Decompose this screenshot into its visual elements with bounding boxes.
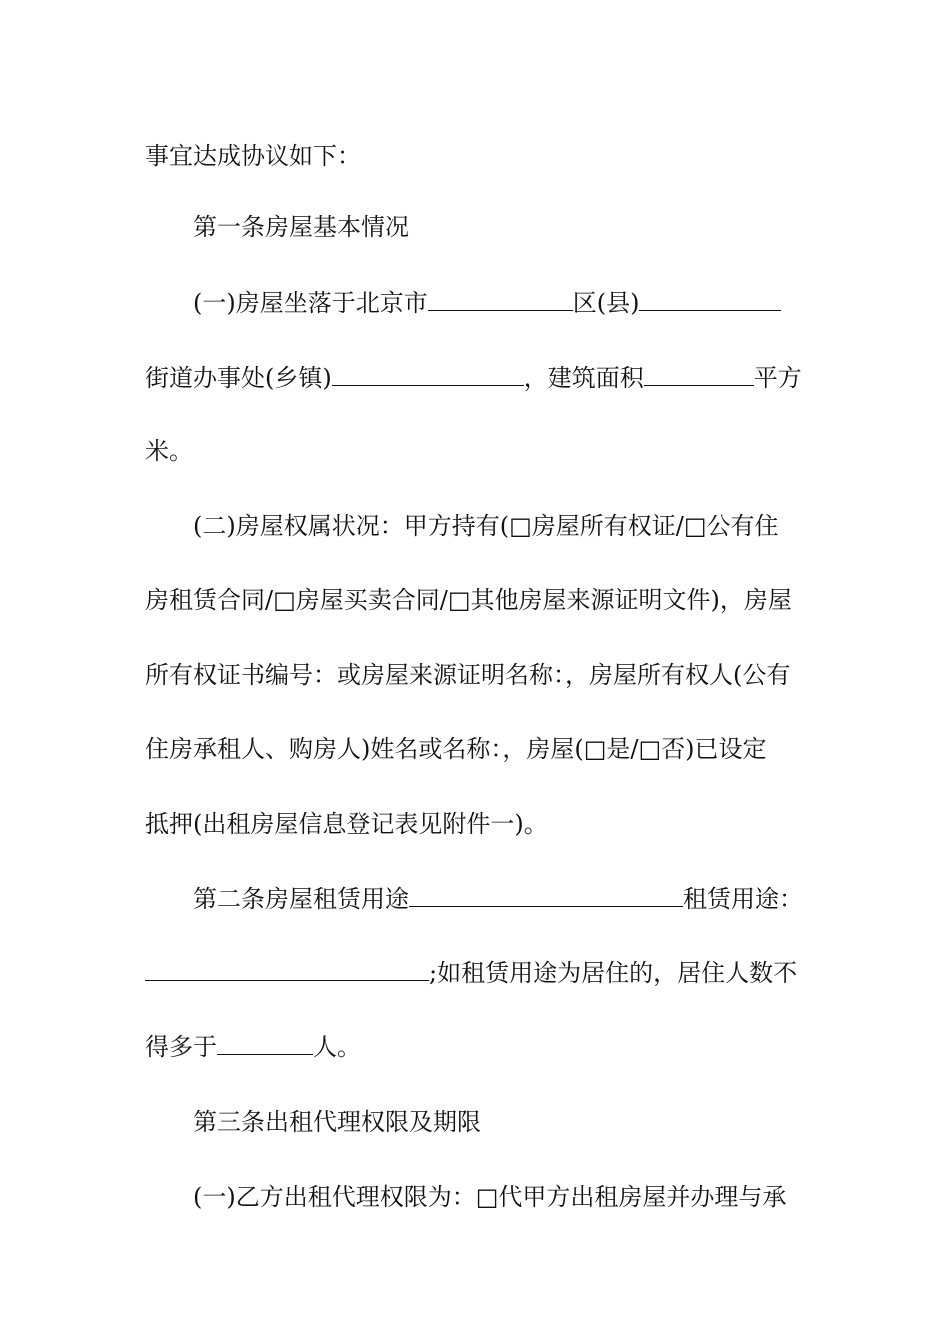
text-line: (一)乙方出租代理权限为：□代甲方出租房屋并办理与承 xyxy=(193,1183,787,1211)
fill-blank-area xyxy=(644,363,754,386)
clause-1-1-line-1 xyxy=(193,288,807,318)
text-segment: 区(县) xyxy=(572,289,640,317)
clause-1-2-line-5 xyxy=(145,809,807,839)
article-2-line-1 xyxy=(193,884,807,914)
text-line: 住房承租人、购房人)姓名或名称：，房屋(□是/□否)已设定 xyxy=(145,735,767,763)
text-line: 房租赁合同/□房屋买卖合同/□其他房屋来源证明文件)，房屋 xyxy=(145,586,792,614)
text-line: 抵押(出租房屋信息登记表见附件一)。 xyxy=(145,810,548,838)
text-segment: 人。 xyxy=(313,1033,361,1061)
clause-1-1-line-3 xyxy=(145,436,807,466)
clause-1-2-line-3 xyxy=(145,660,807,690)
text-line: 所有权证书编号：或房屋来源证明名称：，房屋所有权人(公有 xyxy=(145,661,791,689)
text-segment: 租赁用途： xyxy=(683,885,803,913)
text-segment: (一)房屋坐落于北京市 xyxy=(193,289,428,317)
article-3-heading xyxy=(193,1107,807,1137)
fill-blank-occupants xyxy=(217,1032,313,1055)
fill-blank-subdistrict xyxy=(332,363,524,386)
text-segment: 第二条房屋租赁用途 xyxy=(193,885,409,913)
text-segment: 得多于 xyxy=(145,1033,217,1061)
text-line: 第一条房屋基本情况 xyxy=(193,213,409,241)
clause-1-1-line-2 xyxy=(145,363,807,393)
text-line: 事宜达成协议如下： xyxy=(145,142,361,170)
text-segment: 街道办事处(乡镇) xyxy=(145,364,332,392)
clause-1-2-line-4 xyxy=(145,734,807,764)
text-segment: 平方 xyxy=(753,364,802,392)
fill-blank-use-detail xyxy=(145,958,429,981)
clause-3-1-line-1 xyxy=(193,1182,807,1212)
text-segment: ，建筑面积 xyxy=(523,364,644,392)
text-line: 第三条出租代理权限及期限 xyxy=(193,1108,481,1136)
article-2-line-3 xyxy=(145,1032,807,1062)
clause-1-2-line-1 xyxy=(193,511,807,541)
paragraph-intro xyxy=(145,141,807,171)
article-2-line-2 xyxy=(145,958,807,988)
fill-blank-use xyxy=(409,884,683,907)
fill-blank-county xyxy=(639,288,781,311)
text-line: (二)房屋权属状况：甲方持有(□房屋所有权证/□公有住 xyxy=(193,512,779,540)
text-line: 米。 xyxy=(145,437,193,465)
article-1-heading xyxy=(193,212,807,242)
text-segment: ;如租赁用途为居住的，居住人数不 xyxy=(429,959,798,987)
clause-1-2-line-2 xyxy=(145,585,807,615)
fill-blank-district xyxy=(428,288,573,311)
